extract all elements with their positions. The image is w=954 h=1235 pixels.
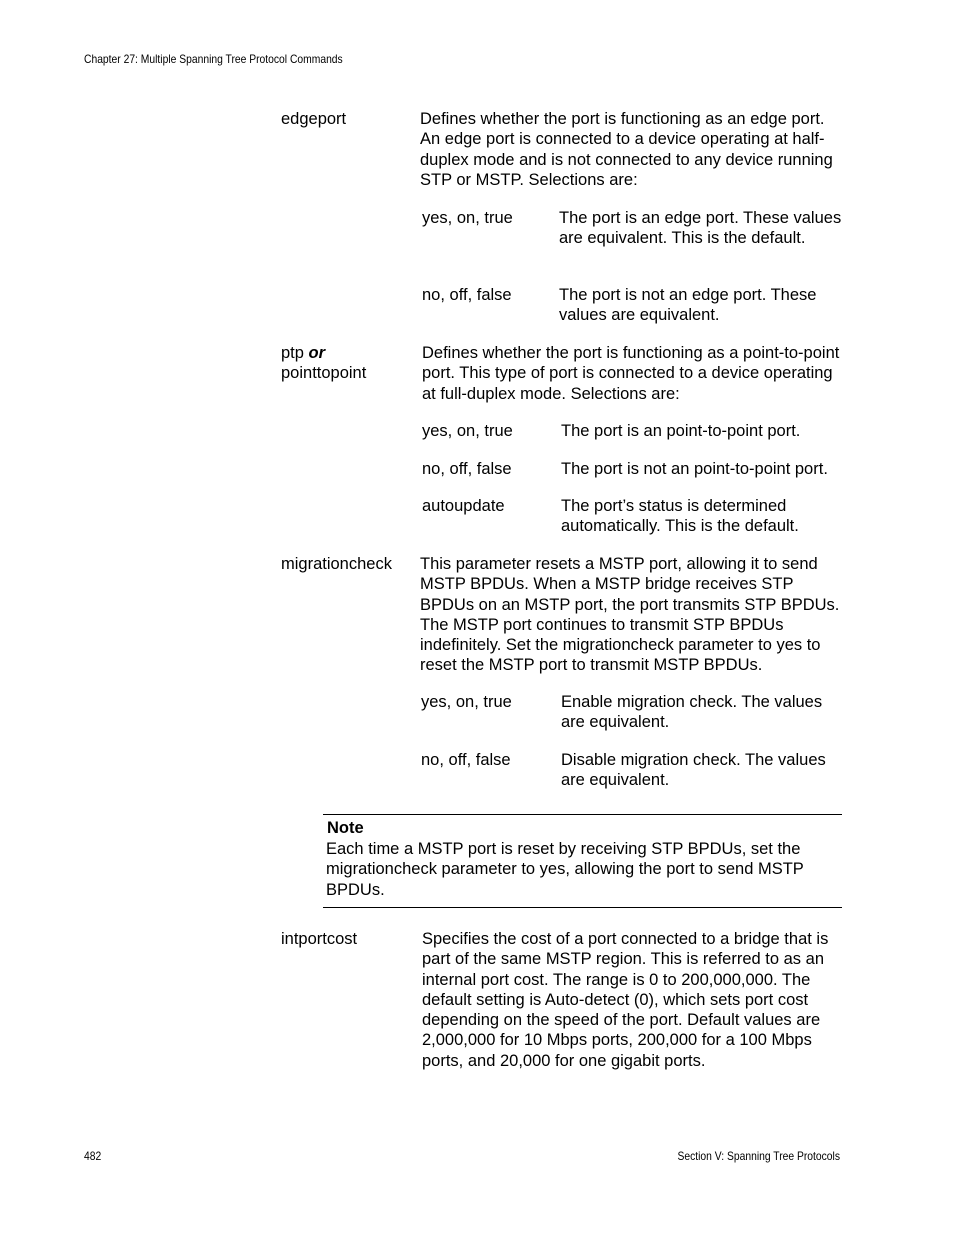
param-desc-migrationcheck: This parameter resets a MSTP port, allowing it to send MSTP BPDUs. When a MSTP bridge receives STP BPDUs on an MSTP port, the port transmits STP BPDUs. The MSTP port continues to transmit STP BPDUs indefinitely. Set the migrationcheck parameter to yes to reset the MSTP port to transmit MSTP BPDUs. — [420, 555, 840, 675]
running-header: Chapter 27: Multiple Spanning Tree Protocol Commands — [84, 52, 343, 66]
option-values: autoupdate — [422, 497, 505, 515]
section-title: Section V: Spanning Tree Protocols — [677, 1149, 840, 1163]
option-desc: The port is not an point-to-point port. — [561, 460, 828, 478]
option-values: no, off, false — [422, 286, 512, 304]
page-number: 482 — [84, 1149, 102, 1163]
param-desc-ptp: Defines whether the port is functioning as a point-to-point port. This type of port is connected to a device operating at full-duplex mode. Selections are: — [422, 344, 840, 403]
option-desc: Disable migration check. The values are equivalent. — [561, 751, 826, 790]
param-term-intportcost: intportcost — [281, 930, 358, 948]
option-values: yes, on, true — [421, 693, 512, 711]
term-pointtopoint: pointtopoint — [281, 364, 367, 383]
param-desc-intportcost: Specifies the cost of a port connected to a bridge that is part of the same MSTP region. This is referred to as an internal port cost. The range is 0 to 200,000,000. The default setting is Auto-detect (0), which sets port cost depending on the speed of the port. Default values are 2,000,000 for 10 Mbps ports, 200,000 for a 100 Mbps ports, and 20,000 for one gigabit ports. — [422, 930, 829, 1070]
note-bottom-rule — [323, 907, 842, 908]
option-values: no, off, false — [421, 751, 511, 769]
param-term-edgeport: edgeport — [281, 110, 347, 128]
option-values: yes, on, true — [422, 209, 513, 227]
option-desc: The port is an edge port. These values are equivalent. This is the default. — [559, 209, 842, 248]
option-values: no, off, false — [422, 460, 512, 478]
option-desc: The port is an point-to-point port. — [561, 422, 801, 440]
note-title: Note — [327, 819, 364, 837]
option-desc: Enable migration check. The values are equivalent. — [561, 693, 823, 732]
option-desc: The port is not an edge port. These values are equivalent. — [559, 286, 817, 325]
note-body: Each time a MSTP port is reset by receiving STP BPDUs, set the migrationcheck parameter to yes, allowing the port to send MSTP BPDUs. — [326, 840, 804, 899]
note-top-rule — [323, 814, 842, 815]
param-term-migrationcheck: migrationcheck — [281, 555, 392, 573]
param-term-ptp — [281, 343, 366, 384]
param-desc-edgeport: Defines whether the port is functioning as an edge port. An edge port is connected to a device operating at half-duplex mode and is not connected to any device running STP or MSTP. Selections are: — [420, 110, 833, 189]
term-ptp: ptp — [281, 344, 304, 362]
option-values: yes, on, true — [422, 422, 513, 440]
term-or-keyword: or — [308, 344, 326, 362]
option-desc: The port’s status is determined automatically. This is the default. — [561, 497, 799, 536]
